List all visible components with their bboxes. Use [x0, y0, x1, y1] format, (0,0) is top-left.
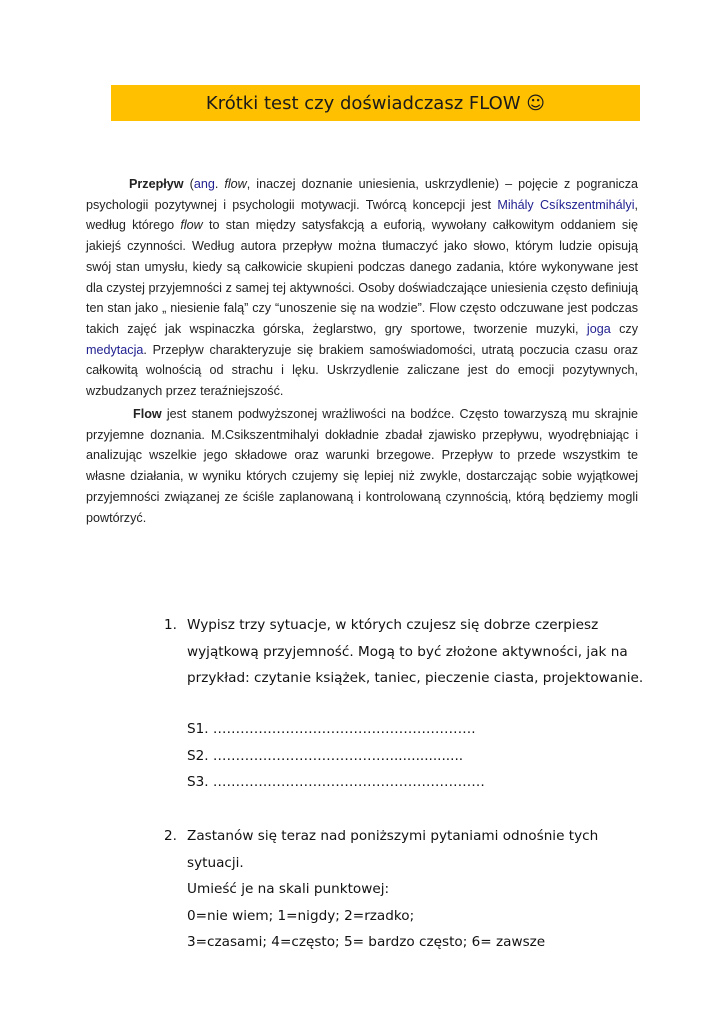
question-2	[164, 823, 644, 956]
question-text: Zastanów się teraz nad poniższymi pytaniami odnośnie tych sytuacji.	[187, 828, 599, 871]
intro-paragraph-1: Przepływ (ang. flow, inaczej doznanie uniesienia, uskrzydlenie) – pojęcie z pogranicza psychologii pozytywnej i psychologii motywacji. Twórcą koncepcji jest Mihály Csíkszentmihályi, według którego flow to stan między satysfakcją a euforią, wywołany całkowitym oddaniem się jakiejś czynności. Według autora przepływ można tłumaczyć jako słowo, którym ludzie opisują swój stan umysłu, kiedy są całkowicie skupieni podczas danego zadania, które wykonywane jest dla czystej przyjemności z samej tej aktywności. Osoby doświadczające uniesienia często definiują ten stan jako „ niesienie falą” czy “unoszenie się na wodzie”. Flow często odczuwane jest podczas takich zajęć jak wspinaczka górska, żeglarstwo, gry sportowe, tworzenie muzyki, joga czy medytacja. Przepływ charakteryzuje się brakiem samoświadomości, utratą poczucia czasu oraz całkowitą wolnością od strachu i lęku. Uskrzydlenie zaliczane jest do emocji pozytywnych, wzbudzanych przez teraźniejszość.	[86, 177, 639, 399]
answer-line-s1[interactable]: S1. ………………………………………………….	[187, 721, 476, 737]
link-medytacja[interactable]: medytacja	[86, 342, 144, 357]
scale-instruction: Umieść je na skali punktowej:	[187, 881, 390, 897]
scale-values-1: 0=nie wiem; 1=nigdy; 2=rzadko;	[187, 907, 415, 924]
scale-values-2: 3=czasami; 4=często; 5= bardzo często; 6= zawsze	[187, 934, 546, 950]
link-joga[interactable]: joga	[586, 321, 611, 336]
term-przeplyw: Przepływ	[129, 177, 184, 191]
title-banner	[111, 85, 640, 121]
intro-paragraph-2: Flow jest stanem podwyższonej wrażliwości na bodźce. Często towarzyszą mu skrajnie przyjemne doznania. M.Csikszentmihalyi dokładnie zbadał zjawisko przepływu, wyodrębniając i analizując wszelkie jego składowe oraz warunki brzegowe. Przepływ to przede wszystkim te własne działania, w wyniku których czujemy się lepiej niż zwykle, dostarczając sobie wyjątkowej przyjemności związanej ze ściśle zaplanowaną i kontrolowaną czynnością, którą będziemy mogli powtórzyć.	[86, 407, 638, 525]
term-flow: Flow	[133, 407, 162, 421]
answer-lines	[187, 716, 485, 796]
question-number: 1.	[164, 617, 177, 633]
question-text: Wypisz trzy sytuacje, w których czujesz się dobrze czerpiesz wyjątkową przyjemność. Mogą to być złożone aktywności, jak na przykład: czytanie książek, taniec, pieczenie ciasta, projektowanie.	[187, 617, 644, 686]
document-title: Krótki test czy doświadczasz FLOW ☺	[205, 92, 546, 114]
answer-line-s3[interactable]: S3. ……………………………………………………	[187, 774, 485, 790]
link-ang[interactable]: ang	[193, 177, 215, 191]
question-1	[164, 612, 644, 692]
answer-line-s2[interactable]: S2. ………………………………….................	[187, 747, 464, 764]
question-number: 2.	[164, 828, 177, 844]
link-author[interactable]: Mihály Csíkszentmihályi	[497, 197, 635, 212]
